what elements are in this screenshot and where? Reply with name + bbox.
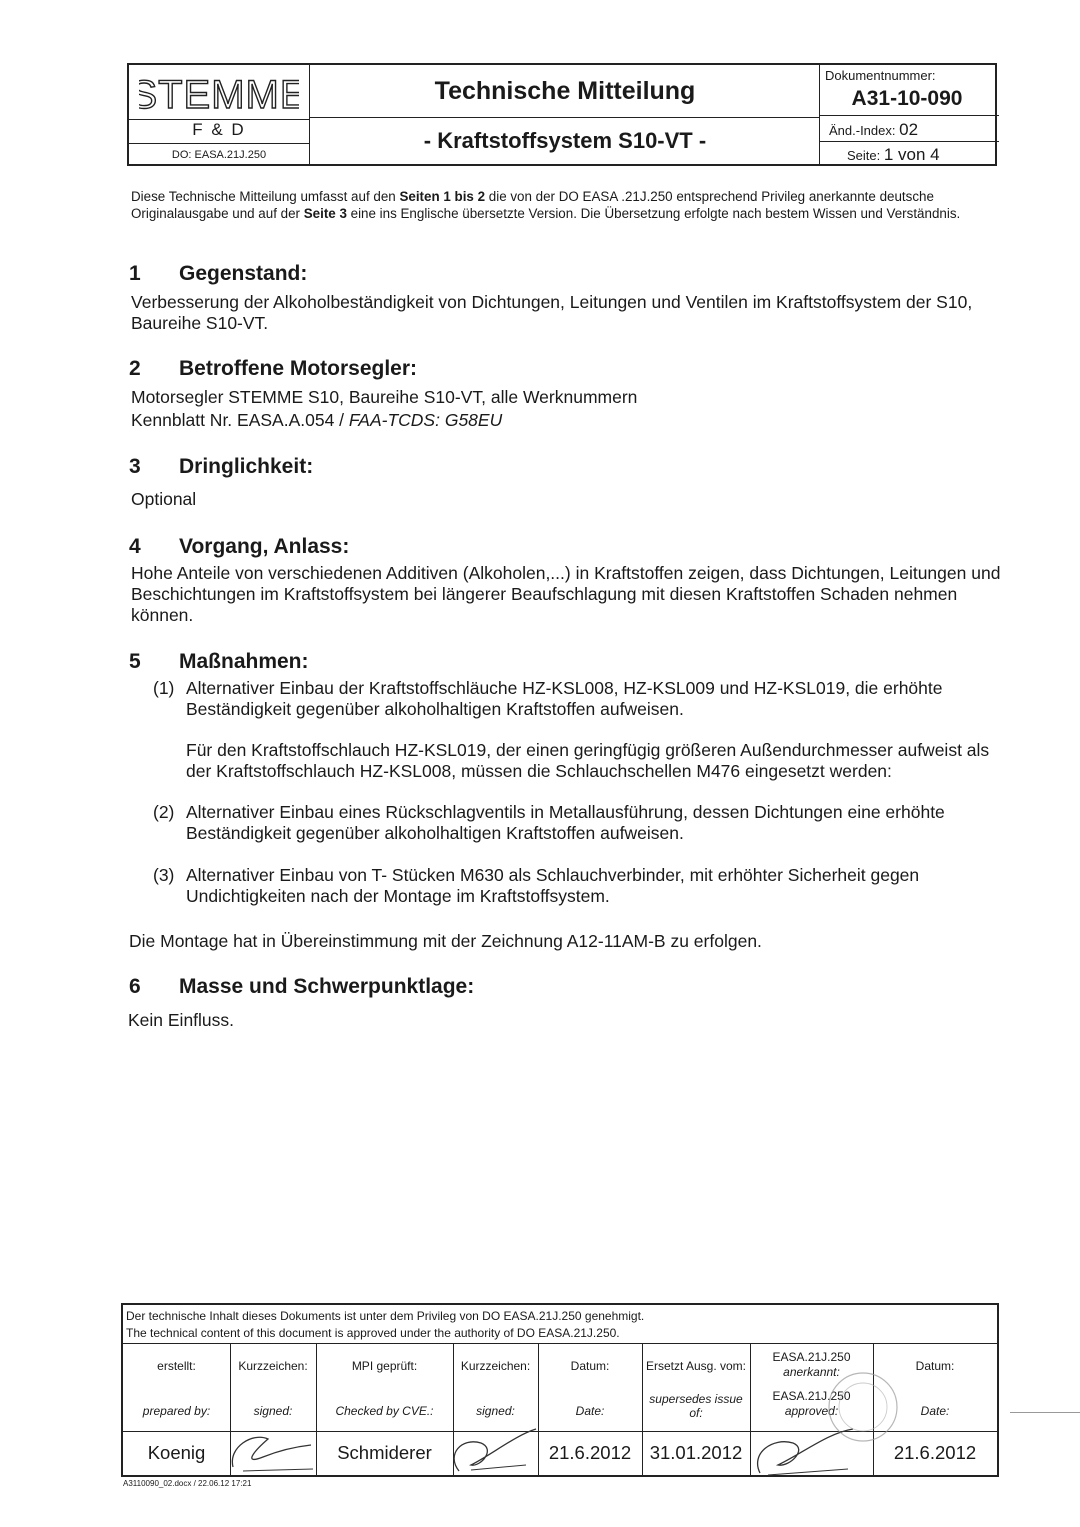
stemme-logo [139, 70, 299, 118]
index-label: Änd.-Index: [829, 123, 896, 138]
col-label: EASA.21J.250 [772, 1389, 851, 1403]
document-title: Technische Mitteilung [434, 77, 696, 105]
page-label: Seite: [847, 148, 881, 163]
checked-by-value: Schmiderer [337, 1442, 432, 1463]
col-label: prepared by: [142, 1404, 211, 1418]
section-body: Kein Einfluss. [128, 1010, 235, 1030]
col-label: Kurzzeichen: [238, 1359, 308, 1373]
col-label: signed: [476, 1404, 515, 1418]
section-heading: 6 Masse und Schwerpunktlage: [129, 975, 475, 998]
section-body: Verbesserung der Alkoholbeständigkeit von Dichtungen, Leitungen und Ventilen im Kraftstoffsystem der S10, Baureihe S10-VT. [131, 292, 973, 333]
list-item-note: Für den Kraftstoffschlauch HZ-KSL019, der einen geringfügig größeren Außendurchmesser aufweist als der Kraftstoffschlauch HZ-KSL008, müssen die Schlauchschellen M476 eingesetzt werden: [186, 740, 990, 781]
index-value: 02 [899, 120, 919, 139]
section-body: Motorsegler STEMME S10, Baureihe S10-VT, alle Werknummern [131, 387, 638, 407]
docnum-label: Dokumentnummer: [825, 68, 936, 83]
section-heading: 1 Gegenstand: [129, 262, 308, 285]
supersedes-value: 31.01.2012 [649, 1442, 743, 1463]
col-label: MPI geprüft: [351, 1359, 418, 1373]
col-label: Checked by CVE.: [335, 1404, 434, 1418]
divider [819, 115, 999, 116]
section-body: Hohe Anteile von verschiedenen Additiven (Alkoholen,...) in Kraftstoffen zeigen, dass Dichtungen, Leitungen und Beschichtungen im Kraftstoffsystem bei längerer Beaufschlagung mit diesen Kraftstoffen Schaden nehmen können. [131, 563, 1001, 625]
official-stamp [823, 1367, 903, 1447]
divider [129, 143, 309, 144]
section-body: Optional [131, 489, 197, 509]
col-label: Datum: [915, 1359, 955, 1373]
section-heading: 5 Maßnahmen: [129, 650, 309, 673]
section-body: Die Montage hat in Übereinstimmung mit der Zeichnung A12-11AM-B zu erfolgen. [129, 931, 762, 951]
col-label: signed: [253, 1404, 293, 1418]
list-item: (3) Alternativer Einbau von T- Stücken M630 als Schlauchverbinder, mit erhöhter Sicherheit gegen Undichtigkeiten nach der Montage im Kraftstoffsystem. [153, 865, 920, 906]
intro-paragraph: Diese Technische Mitteilung umfasst auf den Seiten 1 bis 2 die von der DO EASA .21J.250 entsprechend Privileg anerkannte deutsche Originalausgabe und auf der Seite 3 eine ins Englische übersetzte Version. Die Übersetzung erfolgte nach bestem Wissen und Verständnis. [131, 189, 961, 221]
section-body: Kennblatt Nr. EASA.A.054 / FAA-TCDS: G58EU [131, 410, 503, 430]
approval-text-en: The technical content of this document is approved under the authority of DO EASA.21J.250. [126, 1326, 620, 1340]
document-header [127, 63, 997, 166]
col-label: anerkannt: [783, 1365, 840, 1379]
logo-text: STEMME [139, 73, 299, 117]
section-heading: 2 Betroffene Motorsegler: [129, 357, 418, 380]
col-label: EASA.21J.250 [772, 1350, 851, 1364]
list-item: (1) Alternativer Einbau der Kraftstoffschläuche HZ-KSL008, HZ-KSL009 und HZ-KSL019, die erhöhte Beständigkeit gegenüber alkoholhaltigen Kraftstoffen aufweisen. [153, 678, 943, 719]
col-label: approved: [784, 1404, 839, 1418]
org-unit: F & D [192, 120, 246, 139]
divider [309, 65, 310, 164]
approval-text-de: Der technische Inhalt dieses Dokuments ist unter dem Privileg von DO EASA.21J.250 genehmigt. [126, 1309, 645, 1323]
change-index [829, 120, 918, 140]
divider [309, 117, 819, 118]
col-label: Kurzzeichen: [460, 1359, 531, 1373]
page-indicator [847, 145, 940, 165]
divider [123, 1343, 997, 1344]
section-heading: 4 Vorgang, Anlass: [129, 535, 350, 558]
page-value: 1 von 4 [883, 145, 940, 164]
section-heading: 3 Dringlichkeit: [129, 455, 314, 478]
document-subtitle: - Kraftstoffsystem S10-VT - [423, 128, 707, 153]
approval-table [121, 1303, 999, 1477]
col-label: Ersetzt Ausg. vom: [645, 1359, 747, 1373]
list-item: (2) Alternativer Einbau eines Rückschlagventils in Metallausführung, dessen Dichtungen eine erhöhte Beständigkeit gegenüber alkoholhaltigen Kraftstoffen aufweisen. [153, 802, 945, 843]
date-value: 21.6.2012 [548, 1442, 632, 1463]
signature-icon [441, 1425, 541, 1477]
do-reference: DO: EASA.21J.250 [171, 149, 267, 161]
prepared-by-value: Koenig [147, 1442, 206, 1463]
divider [819, 141, 999, 142]
page-edge-line [1010, 1412, 1080, 1413]
docnum-value: A31-10-090 [851, 87, 963, 110]
col-label: supersedes issue of: [649, 1392, 743, 1420]
document-file-id: A3110090_02.docx / 22.06.12 17:21 [123, 1479, 252, 1488]
signature-icon [223, 1427, 318, 1475]
col-label: Datum: [570, 1359, 610, 1373]
col-label: erstellt: [157, 1359, 196, 1373]
approval-date-value: 21.6.2012 [893, 1442, 977, 1463]
col-label: Date: [920, 1404, 950, 1418]
col-label: Date: [575, 1404, 605, 1418]
